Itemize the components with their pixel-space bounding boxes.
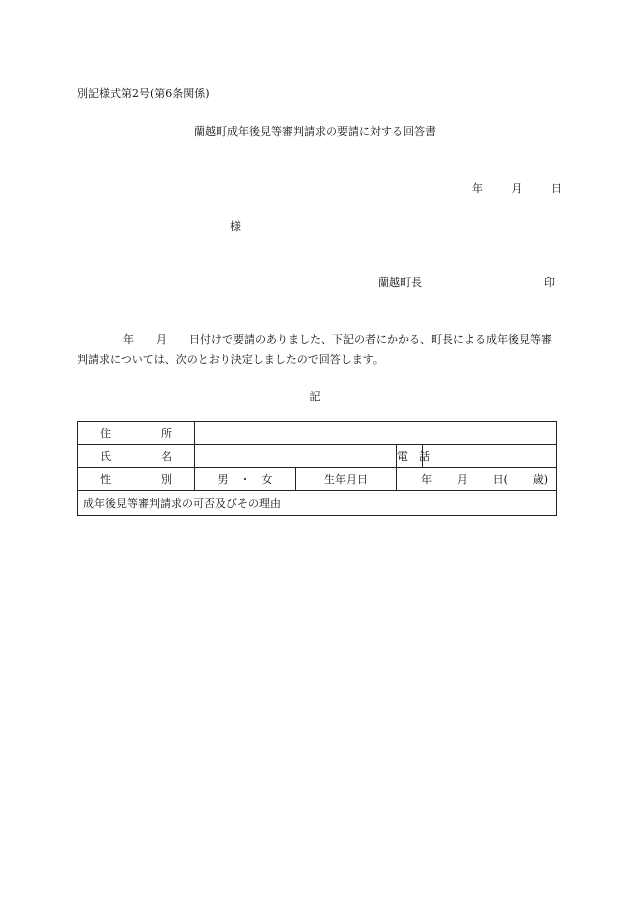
date-day: 日 [551,182,562,195]
name-row [78,445,557,468]
address-field[interactable] [195,422,557,445]
body-paragraph: 年 月 日付けで要請のありました、下記の者にかかる、町長による成年後見等審判請求については、次のとおり決定しましたので回答します。 [77,333,552,366]
sex-row [78,468,557,491]
date-month: 月 [511,182,523,195]
form-number: 別記様式第2号(第6条関係) [77,87,210,100]
sex-label-cell: 性 別 [78,468,195,491]
birthdate-field[interactable]: 年 月 日( 歳) [397,468,557,491]
addressee-suffix: 様 [230,220,241,233]
phone-label: 電 話 [397,445,423,468]
seal-mark: 印 [544,276,555,289]
subject-info-table [77,421,557,516]
document-title: 蘭越町成年後見等審判請求の要請に対する回答書 [194,125,436,138]
address-label-cell: 住 所 [78,422,195,445]
ki-heading: 記 [309,390,321,403]
sex-options[interactable]: 男 ・ 女 [195,468,296,491]
reason-label: 成年後見等審判請求の可否及びその理由 [83,497,281,510]
date-line [472,180,562,196]
name-label-cell: 氏 名 [78,445,195,468]
address-row [78,422,557,445]
phone-field[interactable] [423,445,557,468]
sender-name: 蘭越町長 [378,276,422,289]
birthdate-label: 生年月日 [296,468,397,491]
reason-row [78,491,557,516]
reason-field[interactable] [78,491,557,516]
date-year: 年 [472,182,483,195]
name-field[interactable] [195,445,397,468]
